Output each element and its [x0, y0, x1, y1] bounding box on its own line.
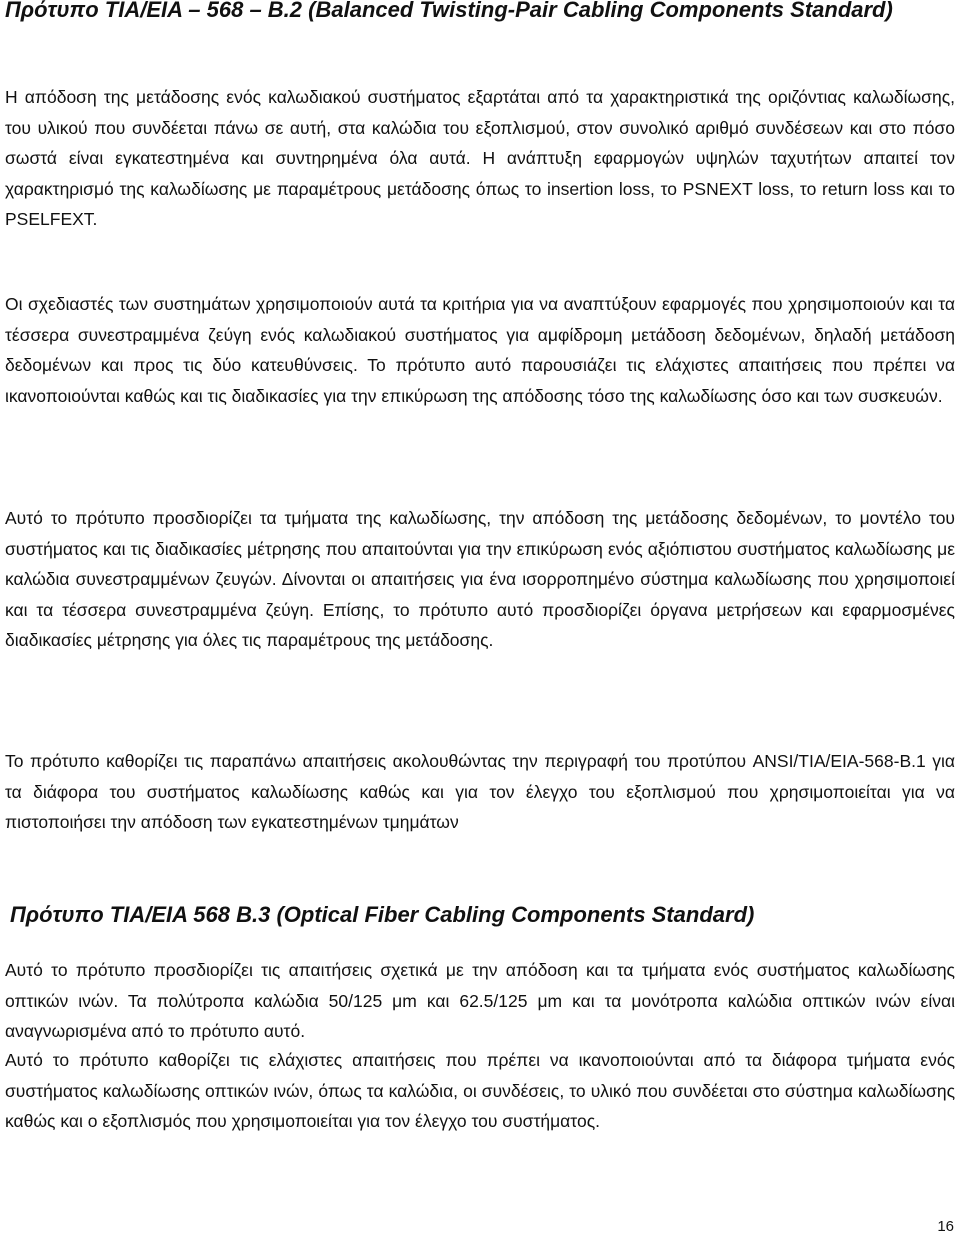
paragraph-b3-requirements: Αυτό το πρότυπο καθορίζει τις ελάχιστες απαιτήσεις που πρέπει να ικανοποιούνται από τα διάφορα τμήματα ενός συστήματος καλωδίωσης οπτικών ινών, όπως τα καλώδια, οι συνδέσεις, το υλικό που συνδέεται στο σύστημα καλωδίωσης καθώς και ο εξοπλισμός που χρησιμοποιείται για τον έλεγχο του συστήματος. [5, 1050, 955, 1131]
paragraph-b2-scope: Αυτό το πρότυπο προσδιορίζει τα τμήματα της καλωδίωσης, την απόδοση της μετάδοσης δεδομένων, το μοντέλο του συστήματος και τις διαδικασίες μέτρησης που απαιτούνται για την επικύρωση ενός αξιόπιστου συστήματος καλωδίωσης με καλώδια συνεστραμμένων ζευγών. Δίνονται οι απαιτήσεις για ένα ισορροπημένο σύστημα καλωδίωσης που χρησιμοποιεί και τα τέσσερα συνεστραμμένα ζεύγη. Επίσης, το πρότυπο αυτό προσδιορίζει όργανα μετρήσεων και εφαρμοσμένες διαδικασίες μέτρησης για όλες τις παραμέτρους της μετάδοσης. [5, 508, 955, 650]
paragraph-b3-scope: Αυτό το πρότυπο προσδιορίζει τις απαιτήσεις σχετικά με την απόδοση και τα τμήματα ενός συστήματος καλωδίωσης οπτικών ινών. Τα πολύτροπα καλώδια 50/125 μm και 62.5/125 μm και τα μονότροπα καλώδια οπτικών ινών είναι αναγνωρισμένα από το πρότυπο αυτό. [5, 960, 955, 1041]
section-heading-b3: Πρότυπο TIA/EIA 568 B.3 (Optical Fiber Cabling Components Standard) [10, 902, 755, 927]
paragraph-b2-requirements: Το πρότυπο καθορίζει τις παραπάνω απαιτήσεις ακολουθώντας την περιγραφή του προτύπου ANSI/TIA/EIA-568-B.1 για τα διάφορα του συστήματος καλωδίωσης καθώς και για τον έλεγχο του εξοπλισμού που χρησιμοποιείται για να πιστοποιήσει την απόδοση των εγκατεστημένων τμημάτων [5, 751, 955, 832]
page-number: 16 [937, 1218, 954, 1235]
section-heading-b2: Πρότυπο TIA/EIA – 568 – B.2 (Balanced Twisting-Pair Cabling Components Standard) [5, 0, 893, 22]
paragraph-b2-designers: Οι σχεδιαστές των συστημάτων χρησιμοποιούν αυτά τα κριτήρια για να αναπτύξουν εφαρμογές που χρησιμοποιούν και τα τέσσερα συνεστραμμένα ζεύγη ενός καλωδιακού συστήματος για αμφίδρομη μετάδοση δεδομένων, δηλαδή μετάδοση δεδομένων και προς τις δύο κατευθύνσεις. Το πρότυπο αυτό παρουσιάζει τις ελάχιστες απαιτήσεις που πρέπει να ικανοποιούνται καθώς και τις διαδικασίες για την επικύρωση της απόδοσης τόσο της καλωδίωσης όσο και των συσκευών. [5, 294, 955, 406]
paragraph-b2-transmission: Η απόδοση της μετάδοσης ενός καλωδιακού συστήματος εξαρτάται από τα χαρακτηριστικά της οριζόντιας καλωδίωσης, του υλικού που συνδέεται πάνω σε αυτή, στα καλώδια του εξοπλισμού, στον συνολικό αριθμό συνδέσεων και στο πόσο σωστά είναι εγκατεστημένα και συντηρημένα όλα αυτά. Η ανάπτυξη εφαρμογών υψηλών ταχυτήτων απαιτεί τον χαρακτηρισμό της καλωδίωσης με παραμέτρους μετάδοσης όπως το insertion loss, το PSNEXT loss, το return loss και το PSELFEXT. [5, 87, 955, 229]
